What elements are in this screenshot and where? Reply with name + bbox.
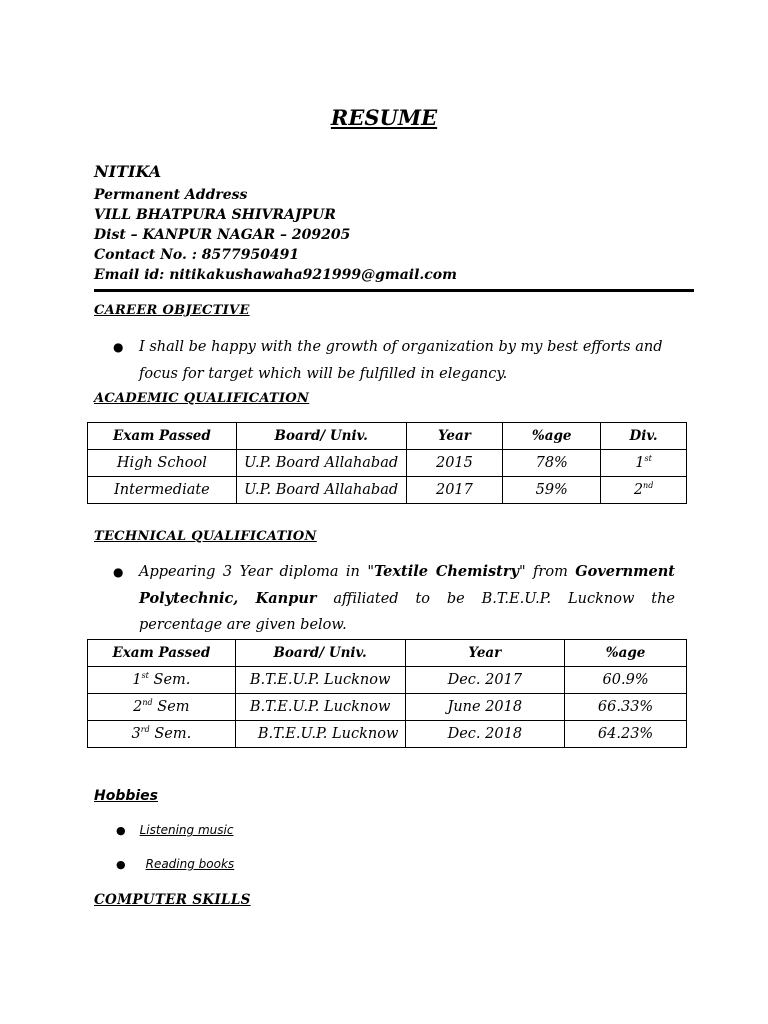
description-part: Appearing 3 Year diploma in " (139, 564, 375, 580)
column-header: Board/ Univ. (235, 640, 405, 667)
table-header-row (88, 423, 687, 450)
column-header: %age (503, 423, 601, 450)
technical-description (139, 559, 675, 639)
year-cell: Dec. 2018 (405, 721, 565, 748)
table-row (88, 477, 687, 504)
semester-number: 3 (131, 726, 141, 742)
semester-suffix: st (141, 671, 149, 681)
bullet-icon: ● (116, 858, 126, 871)
contact-number: Contact No. : 8577950491 (94, 247, 300, 263)
computer-skills-heading: COMPUTER SKILLS (94, 892, 251, 908)
board-cell: B.T.E.U.P. Lucknow (235, 667, 405, 694)
hobby-label: Reading books (145, 857, 235, 871)
column-header: Year (406, 423, 503, 450)
hobbies-heading: Hobbies (94, 788, 159, 804)
division-cell (601, 477, 687, 504)
board-cell: U.P. Board Allahabad (236, 477, 406, 504)
board-cell: U.P. Board Allahabad (236, 450, 406, 477)
column-header: Div. (601, 423, 687, 450)
division-number: 2 (633, 482, 644, 498)
semester-number: 2 (133, 699, 143, 715)
division-suffix: nd (643, 481, 654, 491)
year-cell: June 2018 (405, 694, 565, 721)
address-line-2: Dist – KANPUR NAGAR – 209205 (94, 227, 351, 243)
division-suffix: st (644, 454, 652, 464)
bullet-icon: ● (113, 565, 124, 579)
year-cell: Dec. 2017 (405, 667, 565, 694)
year-cell: 2017 (406, 477, 503, 504)
address-label: Permanent Address (94, 187, 248, 203)
technical-table (87, 639, 687, 748)
percentage-cell: 66.33% (565, 694, 687, 721)
document-title: RESUME (330, 105, 438, 130)
institute-name: Government Polytechnic, Kanpur (139, 563, 675, 607)
career-objective-bullet (113, 334, 675, 387)
technical-qualification-heading: TECHNICAL QUALIFICATION (94, 529, 317, 544)
academic-qualification-heading: ACADEMIC QUALIFICATION (94, 391, 310, 406)
career-objective-heading: CAREER OBJECTIVE (94, 303, 250, 318)
percentage-cell: 64.23% (565, 721, 687, 748)
board-cell: B.T.E.U.P. Lucknow (235, 721, 405, 748)
semester-number: 1 (132, 672, 142, 688)
email-id: Email id: nitikakushawaha921999@gmail.com (94, 267, 457, 283)
board-cell: B.T.E.U.P. Lucknow (235, 694, 405, 721)
semester-cell (88, 721, 236, 748)
semester-label: Sem. (148, 672, 191, 688)
hobby-item (116, 857, 234, 871)
table-row (88, 450, 687, 477)
bullet-icon: ● (113, 340, 124, 354)
table-header-row (88, 640, 687, 667)
hobby-label: Listening music (139, 823, 234, 837)
column-header: Exam Passed (88, 423, 237, 450)
table-row (88, 721, 687, 748)
column-header: Exam Passed (88, 640, 236, 667)
semester-label: Sem. (149, 726, 192, 742)
division-cell (601, 450, 687, 477)
address-line-1: VILL BHATPURA SHIVRAJPUR (94, 207, 336, 223)
header-divider (94, 289, 694, 292)
table-row (88, 694, 687, 721)
percentage-cell: 59% (503, 477, 601, 504)
semester-label: Sem (152, 699, 190, 715)
objective-line-1: I shall be happy with the growth of organization by my best efforts and (139, 339, 663, 355)
division-number: 1 (635, 455, 645, 471)
description-part: affiliated to be B.T.E.U.P. Lucknow the percentage are given below. (139, 590, 676, 633)
exam-cell: Intermediate (88, 477, 237, 504)
semester-cell (88, 667, 236, 694)
column-header: %age (565, 640, 687, 667)
semester-suffix: rd (140, 725, 150, 735)
hobby-item (116, 823, 233, 837)
description-part: " from (518, 564, 576, 580)
percentage-cell: 60.9% (565, 667, 687, 694)
exam-cell: High School (88, 450, 237, 477)
course-name: Textile Chemistry (374, 563, 519, 580)
column-header: Board/ Univ. (236, 423, 406, 450)
percentage-cell: 78% (503, 450, 601, 477)
year-cell: 2015 (406, 450, 503, 477)
objective-line-2: focus for target which will be fulfilled in elegancy. (139, 365, 508, 382)
column-header: Year (405, 640, 565, 667)
bullet-icon: ● (116, 824, 126, 837)
technical-bullet (113, 559, 675, 639)
semester-cell (88, 694, 236, 721)
candidate-name: NITIKA (94, 162, 162, 181)
table-row (88, 667, 687, 694)
semester-suffix: nd (142, 698, 153, 708)
academic-table (87, 422, 687, 504)
